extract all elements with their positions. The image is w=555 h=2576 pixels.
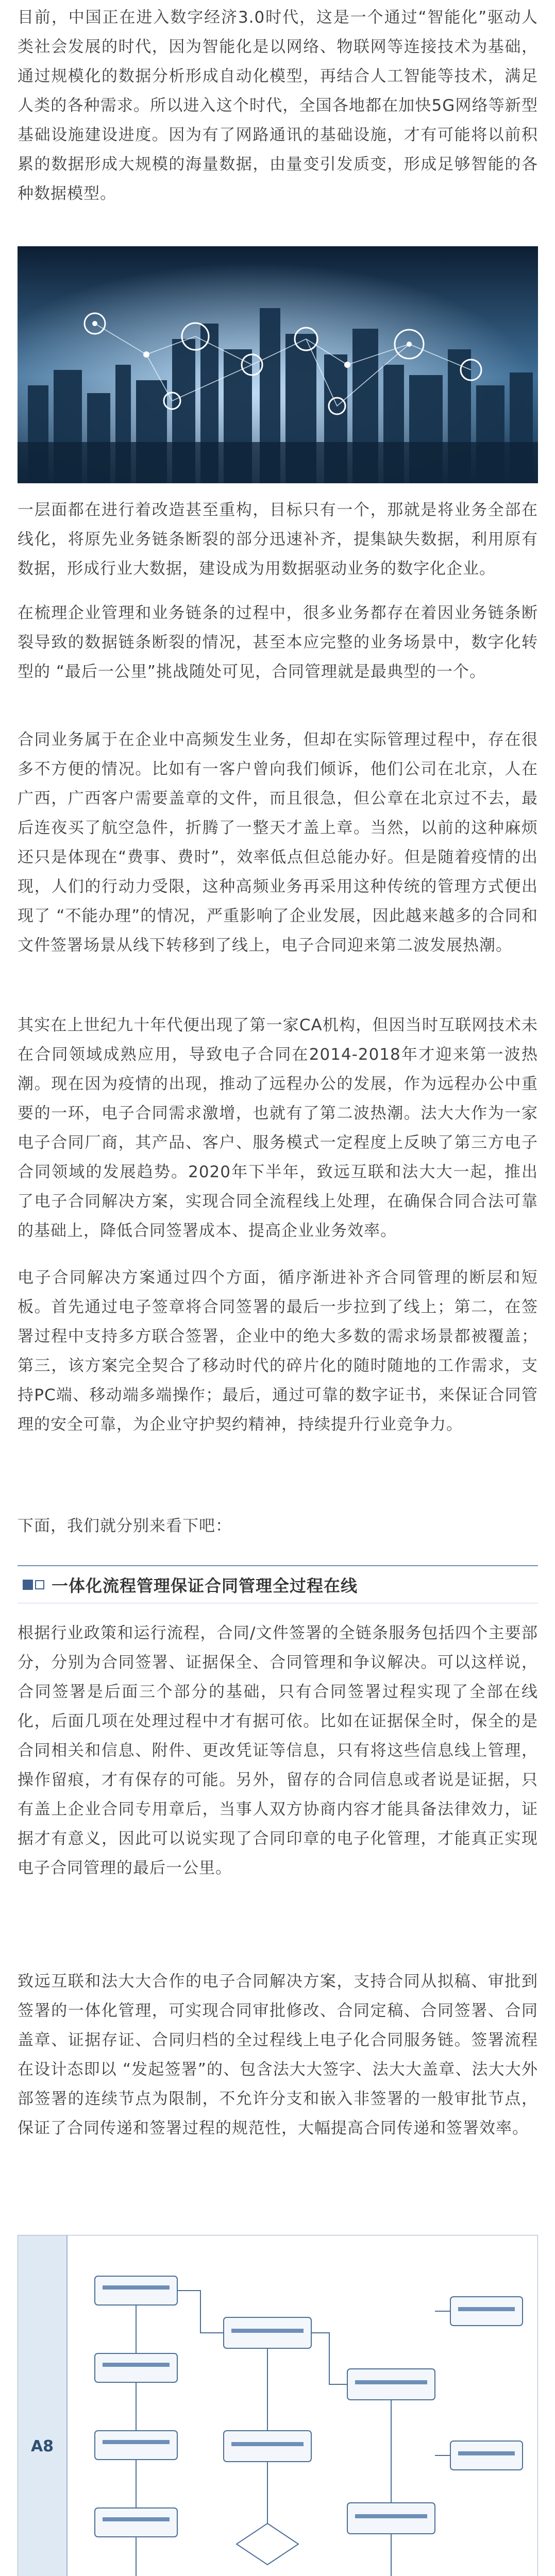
node-text-placeholder xyxy=(458,2451,515,2455)
paragraph-transition: 下面，我们就分别来看下吧： xyxy=(18,1517,232,1535)
flow-node xyxy=(95,2431,177,2460)
node-text-placeholder xyxy=(231,2329,304,2333)
smart-city-image xyxy=(18,246,538,483)
paragraph-intro: 目前，中国正在进入数字经济3.0时代，这是一个通过“智能化”驱动人类社会发展的时代，因为智能化是以网络、物联网等连接技术为基础，通过规模化的数据分析形成自动化模型，再结合人工智能等技术，满足人类的各种需求。所以进入这个时代，全国各地都在加快5G网络等新型基础设施建设进度。因为有了网路通讯的基础设施，才有可能将以前积累的数据形成大规模的海量数据，由量变引发质变，形成足够智能的各种数据模型。 xyxy=(18,8,538,203)
node-text-placeholder xyxy=(458,2307,515,2311)
node-text-placeholder xyxy=(103,2440,170,2444)
node-text-placeholder xyxy=(355,2380,427,2384)
flow-node xyxy=(95,2353,177,2382)
node-text-placeholder xyxy=(103,2517,170,2521)
lane-label-top: A8 xyxy=(30,2437,54,2455)
flow-node xyxy=(95,2508,177,2537)
paragraph-last-mile: 在梳理企业管理和业务链条的过程中，很多业务都存在着因业务链条断裂导致的数据链条断裂的情况，甚至本应完整的业务场景中，数字化转型的 “最后一公里”挑战随处可见，合同管理就是最典型的一个。 xyxy=(18,604,538,681)
paragraph-history: 其实在上世纪九十年代便出现了第一家CA机构，但因当时互联网技术未在合同领域成熟应用，导致电子合同在2014-2018年才迎来第一波热潮。现在因为疫情的出现，推动了远程办公的发展，作为远程办公中重要的一环，电子合同需求激增，也就有了第二波热潮。法大大作为一家电子合同厂商，其产品、客户、服务模式一定程度上反映了第三方电子合同领域的发展趋势。2020年下半年，致远互联和法大大一起，推出了电子合同解决方案，实现合同全流程线上处理，在确保合同合法可靠的基础上，降低合同签署成本、提高企业业务效率。 xyxy=(18,1016,538,1240)
flow-node xyxy=(95,2276,177,2305)
section-heading-text: 一体化流程管理保证合同管理全过程在线 xyxy=(52,1575,358,1596)
paragraph-solution: 电子合同解决方案通过四个方面，循序渐进补齐合同管理的断层和短板。首先通过电子签章将合同签署的最后一步拉到了线上；第二，在签署过程中支持多方联合签署，企业中的绝大多数的需求场景都被覆盖；第三，该方案完全契合了移动时代的碎片化的随时随地的工作需求，支持PC端、移动端多端操作；最后，通过可靠的数字证书，来保证合同管理的安全可靠，为企业守护契约精神，持续提升行业竞争力。 xyxy=(18,1268,538,1434)
flow-chart xyxy=(18,2235,538,2576)
paragraph-contract-pain: 合同业务属于在企业中高频发生业务，但却在实际管理过程中，存在很多不方便的情况。比如有一客户曾向我们倾诉，他们公司在北京，人在广西，广西客户需要盖章的文件，而且很急，但公章在北京过不去，最后连夜买了航空急件，折腾了一整天才盖上章。当然，以前的这种麻烦还只是体现在“费事、费时”，效率低点但总能办好。但是随着疫情的出现，人们的行动力受限，这种高频业务再采用这种传统的管理方式便出现了 “不能办理”的情况，严重影响了企业发展，因此越来越多的合同和文件签署场景从线下转移到了线上，电子合同迎来第二波发展热潮。 xyxy=(18,731,538,955)
smart-city-illustration xyxy=(18,246,538,483)
node-text-placeholder xyxy=(355,2514,427,2518)
node-text-placeholder xyxy=(231,2442,304,2446)
paragraph-integrated: 致远互联和法大大合作的电子合同解决方案，支持合同从拟稿、审批到签署的一体化管理，可实现合同审批修改、合同定稿、合同签署、合同盖章、证据存证、合同归档的全过程线上电子化合同服务链。签署流程在设计态即以 “发起签署”的、包含法大大签字、法大大盖章、法大大外部签署的连续节点为限制，不允许分支和嵌入非签署的一般审批节点，保证了合同传递和签署过程的规范性，大幅提高合同传递和签署效率。 xyxy=(18,1972,538,2138)
section-heading xyxy=(18,1565,538,1603)
node-text-placeholder xyxy=(103,2363,170,2367)
flow-chart-diagram xyxy=(18,2235,538,2576)
node-text-placeholder xyxy=(103,2285,170,2290)
heading-squares-icon xyxy=(23,1580,44,1590)
paragraph-transformation: 一层面都在进行着改造甚至重构，目标只有一个，那就是将业务全部在线化，将原先业务链条断裂的部分迅速补齐，提集缺失数据，利用原有数据，形成行业大数据，建设成为用数据驱动业务的数字化企业。 xyxy=(18,501,538,578)
paragraph-four-parts: 根据行业政策和运行流程，合同/文件签署的全链条服务包括四个主要部分，分别为合同签署、证据保全、合同管理和争议解决。可以这样说，合同签署是后面三个部分的基础，只有合同签署过程实现了全部在线化，后面几项在处理过程中才有据可依。比如在证据保全时，保全的是合同相关和信息、附件、更改凭证等信息，只有将这些信息线上管理，操作留痕，才有保存的可能。另外，留存的合同信息或者说是证据，只有盖上企业合同专用章后，当事人双方协商内容才能具备法律效力，证据才有意义，因此可以说实现了合同印章的电子化管理，才能真正实现电子合同管理的最后一公里。 xyxy=(18,1624,538,1877)
